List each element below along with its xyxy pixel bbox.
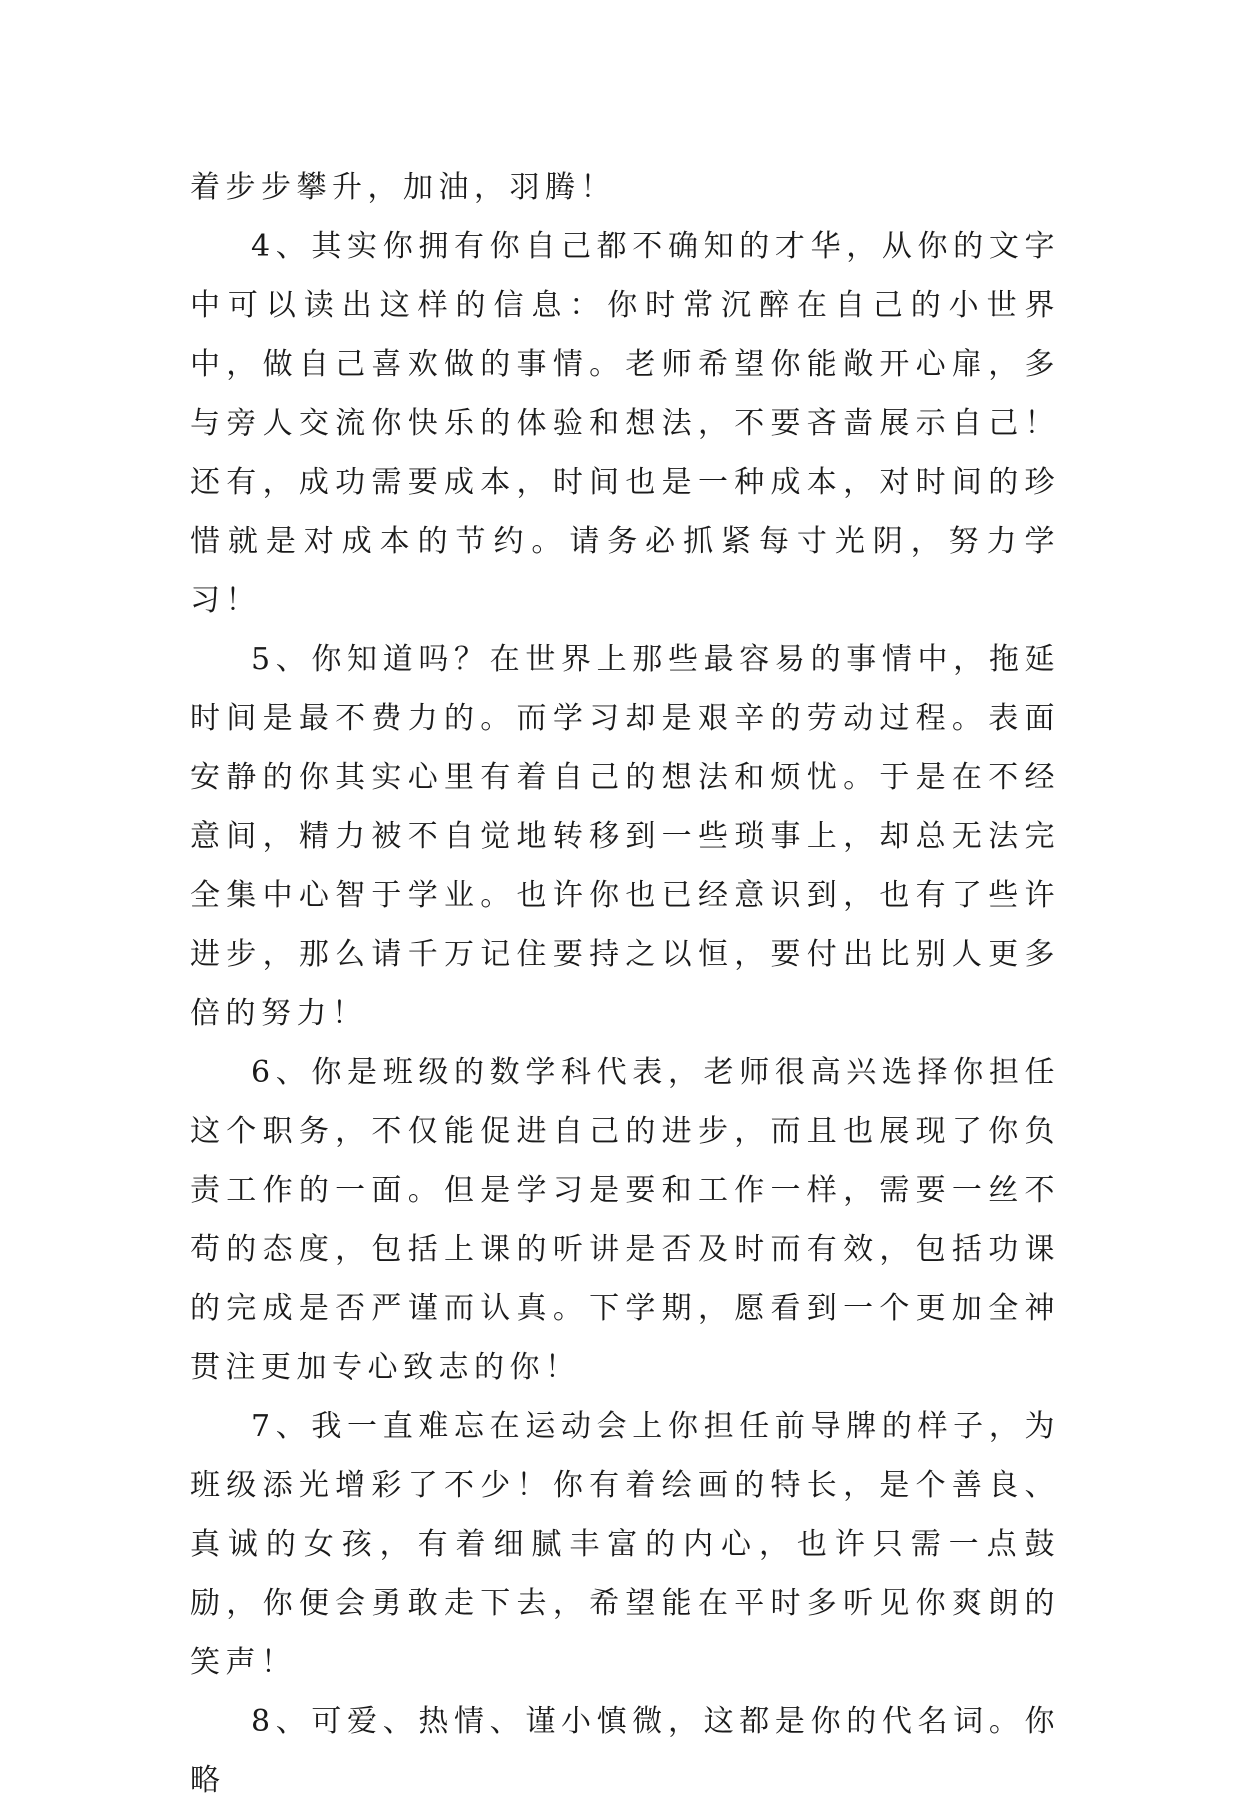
paragraph-comment-6: 6、你是班级的数学科代表，老师很高兴选择你担任这个职务，不仅能促进自己的进步，而且也展现了你负责工作的一面。但是学习是要和工作一样，需要一丝不苟的态度，包括上课的听讲是否及时而有效，包括功课的完成是否严谨而认真。下学期，愿看到一个更加全神贯注更加专心致志的你！ xyxy=(190,1055,1060,1385)
document-body xyxy=(190,158,1060,1810)
paragraph-comment-7: 7、我一直难忘在运动会上你担任前导牌的样子，为班级添光增彩了不少！你有着绘画的特长，是个善良、真诚的女孩，有着细腻丰富的内心，也许只需一点鼓励，你便会勇敢走下去，希望能在平时多听见你爽朗的笑声！ xyxy=(190,1409,1060,1680)
paragraph-comment-5: 5、你知道吗？在世界上那些最容易的事情中，拖延时间是最不费力的。而学习却是艰辛的劳动过程。表面安静的你其实心里有着自己的想法和烦忧。于是在不经意间，精力被不自觉地转移到一些琐事上，却总无法完全集中心智于学业。也许你也已经意识到，也有了些许进步，那么请千万记住要持之以恒，要付出比别人更多倍的努力！ xyxy=(190,642,1060,1031)
paragraph-comment-8: 8、可爱、热情、谨小慎微，这都是你的代名词。你略 xyxy=(190,1704,1060,1798)
paragraph-continuation: 着步步攀升，加油，羽腾！ xyxy=(190,170,616,205)
paragraph-comment-4: 4、其实你拥有你自己都不确知的才华，从你的文字中可以读出这样的信息：你时常沉醉在自己的小世界中，做自己喜欢做的事情。老师希望你能敞开心扉，多与旁人交流你快乐的体验和想法，不要吝啬展示自己！还有，成功需要成本，时间也是一种成本，对时间的珍惜就是对成本的节约。请务必抓紧每寸光阴，努力学习！ xyxy=(190,229,1060,618)
